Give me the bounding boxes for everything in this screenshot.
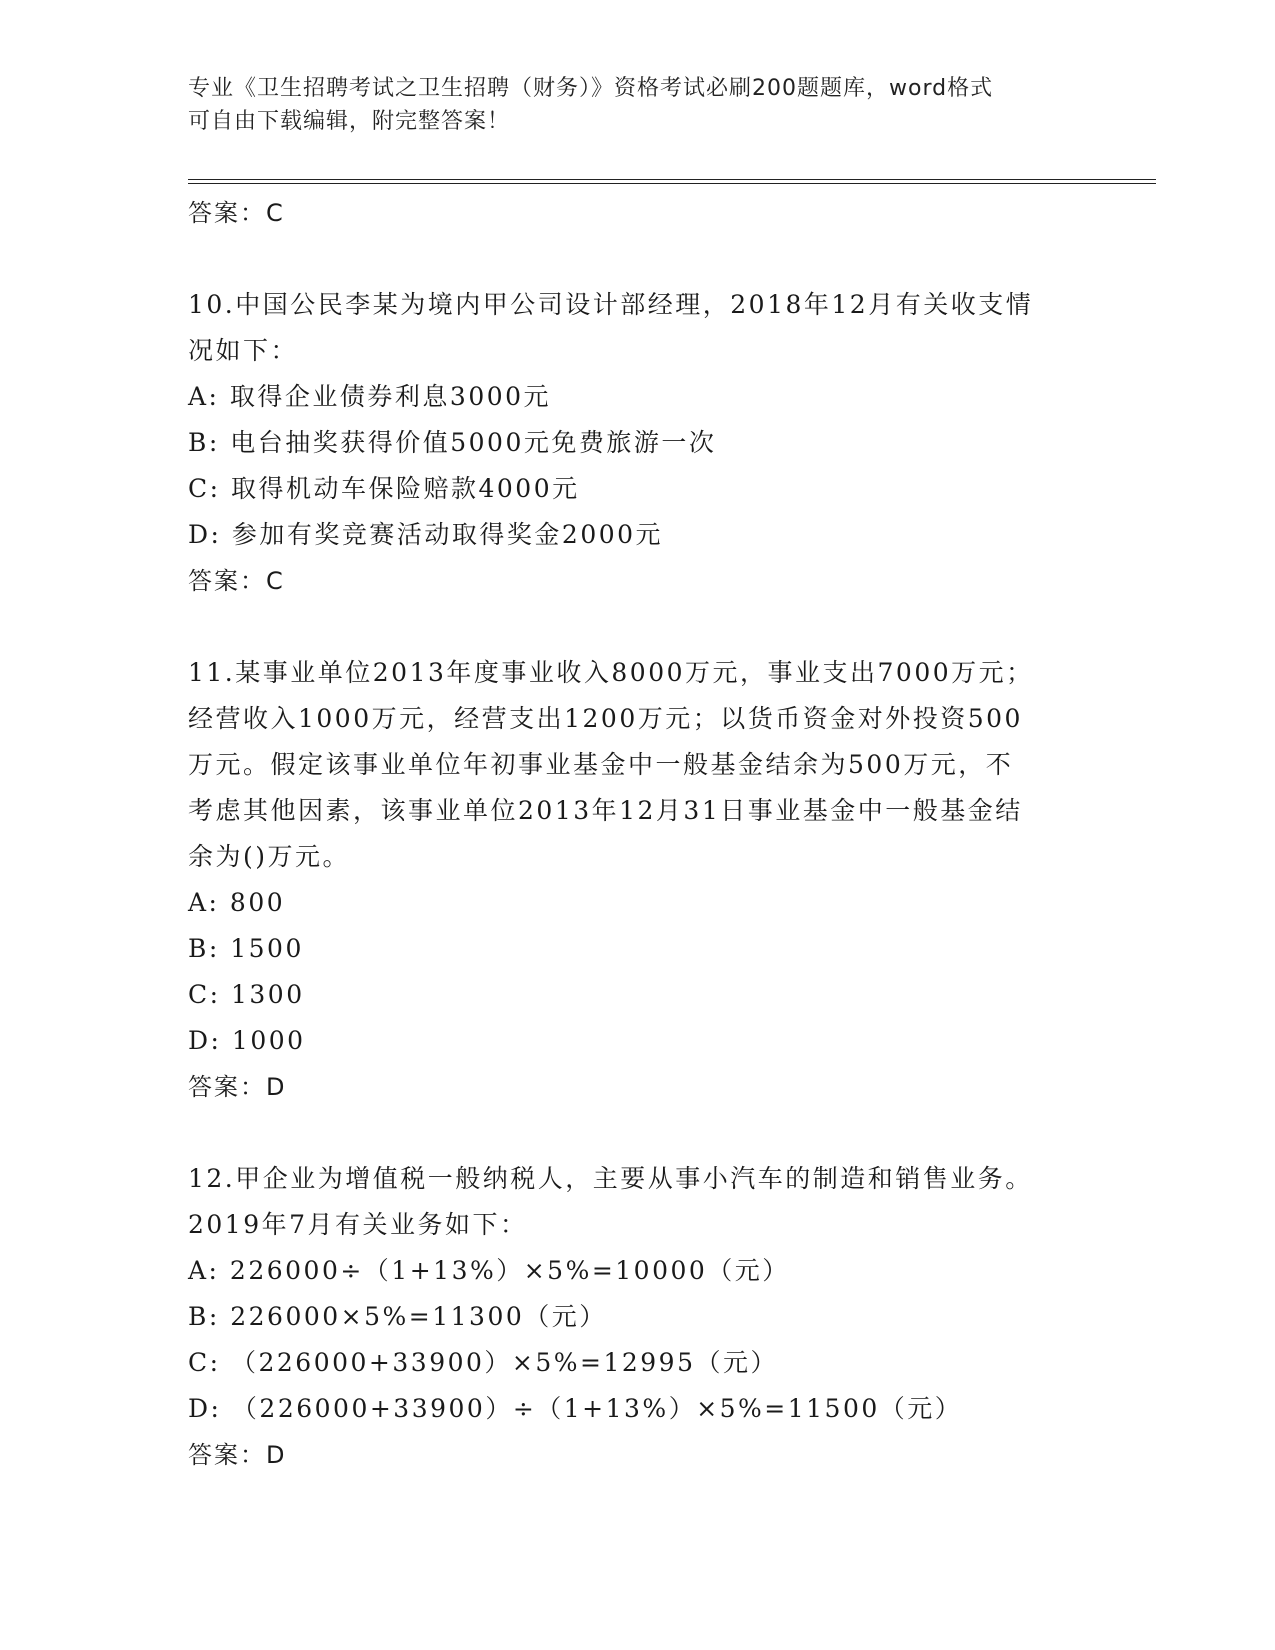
spacer bbox=[188, 1110, 1088, 1156]
option-d: D: 1000 bbox=[188, 1026, 306, 1055]
option-b: B: 1500 bbox=[188, 934, 304, 963]
option-b: B: 电台抽奖获得价值5000元免费旅游一次 bbox=[188, 428, 717, 457]
question-text-line: 12.甲企业为增值税一般纳税人，主要从事小汽车的制造和销售业务。 bbox=[188, 1164, 1033, 1193]
header-line-1: 专业《卫生招聘考试之卫生招聘（财务）》资格考试必刷200题题库，word格式 bbox=[188, 76, 994, 101]
question-text-line: 考虑其他因素，该事业单位2013年12月31日事业基金中一般基金结 bbox=[188, 796, 1023, 825]
option-b: B: 226000×5%=11300（元） bbox=[188, 1302, 607, 1331]
question-text-line: 万元。假定该事业单位年初事业基金中一般基金结余为500万元，不 bbox=[188, 750, 1014, 779]
answer: 答案：D bbox=[188, 1441, 287, 1469]
header-line-2: 可自由下载编辑，附完整答案！ bbox=[188, 109, 511, 134]
document-body bbox=[188, 190, 1088, 1478]
option-a: A: 226000÷（1+13%）×5%=10000（元） bbox=[188, 1256, 790, 1285]
option-c: C: 取得机动车保险赔款4000元 bbox=[188, 474, 580, 503]
header-rule-bottom bbox=[188, 183, 1156, 184]
option-c: C: 1300 bbox=[188, 980, 305, 1009]
option-d: D: 参加有奖竞赛活动取得奖金2000元 bbox=[188, 520, 664, 549]
spacer bbox=[188, 604, 1088, 650]
question-text-line: 10.中国公民李某为境内甲公司设计部经理，2018年12月有关收支情 bbox=[188, 290, 1034, 319]
question-10 bbox=[188, 282, 1088, 604]
question-text-line: 况如下： bbox=[188, 336, 299, 365]
header-rule-top bbox=[188, 179, 1156, 180]
question-text-line: 经营收入1000万元，经营支出1200万元；以货币资金对外投资500 bbox=[188, 704, 1023, 733]
option-d: D: （226000+33900）÷（1+13%）×5%=11500（元） bbox=[188, 1394, 963, 1423]
question-text-line: 11.某事业单位2013年度事业收入8000万元，事业支出7000万元； bbox=[188, 658, 1034, 687]
option-a: A: 取得企业债券利息3000元 bbox=[188, 382, 552, 411]
option-a: A: 800 bbox=[188, 888, 286, 917]
document-header bbox=[188, 72, 1088, 138]
answer-previous: 答案：C bbox=[188, 199, 285, 227]
question-11 bbox=[188, 650, 1088, 1110]
answer: 答案：D bbox=[188, 1073, 287, 1101]
spacer bbox=[188, 236, 1088, 282]
question-text-line: 2019年7月有关业务如下： bbox=[188, 1210, 528, 1239]
question-text-line: 余为()万元。 bbox=[188, 842, 351, 871]
answer: 答案：C bbox=[188, 567, 285, 595]
question-12 bbox=[188, 1156, 1088, 1478]
option-c: C: （226000+33900）×5%=12995（元） bbox=[188, 1348, 778, 1377]
